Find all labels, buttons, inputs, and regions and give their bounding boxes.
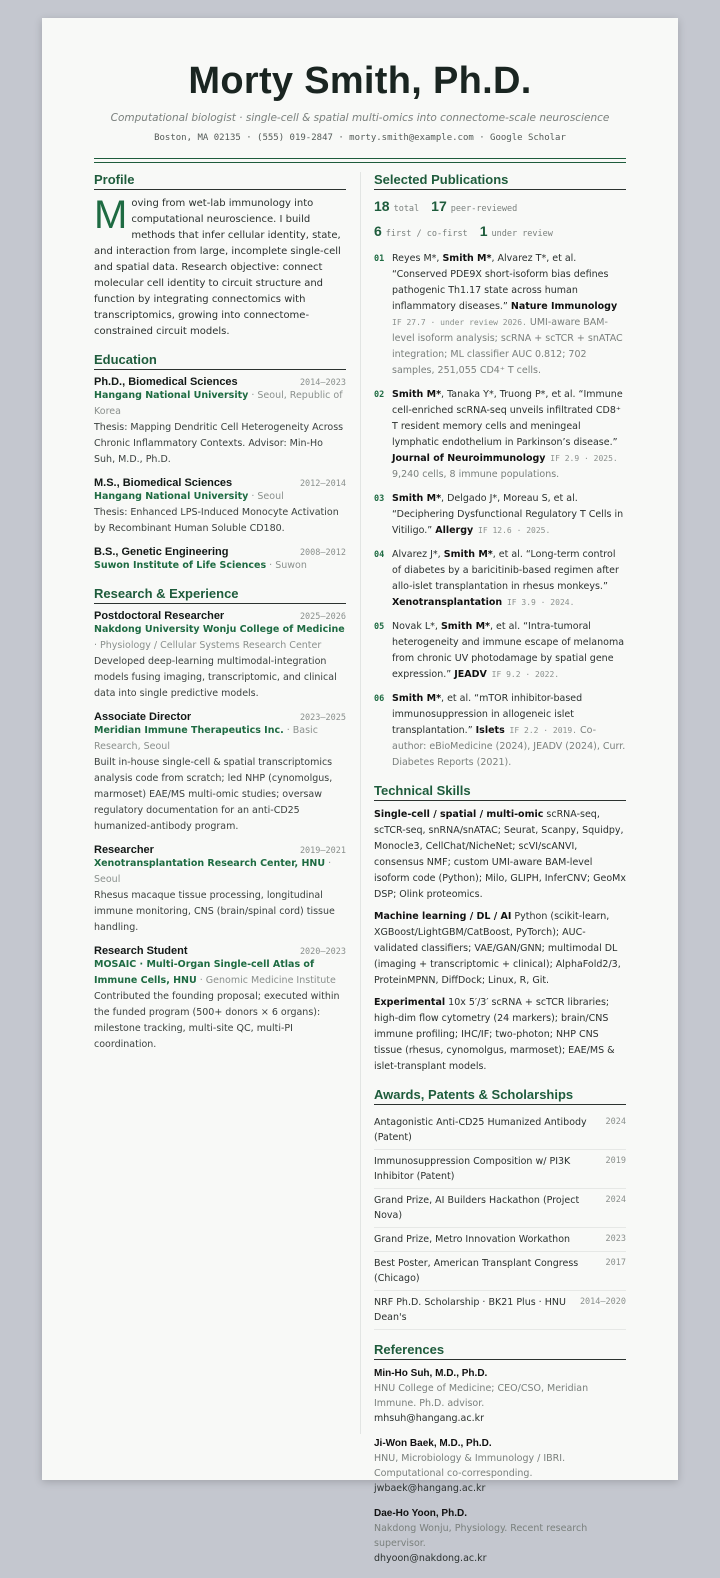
stat-count: 18 [374, 198, 390, 214]
citation-body: , et al. “Intra-tumoral heterogeneity and immune escape of melanoma from chronic UV photodamage by spatial gene expression.” [392, 621, 625, 680]
skill-group [374, 995, 626, 1075]
skill-text: 10x 5′/3′ scRNA + scTCR libraries; high-dim flow cytometry (24 markers); brain/CNS immune profiling; IHC/IF; two-photon; NHP CNS tissue (rhesus, cynomolgus, marmoset); EAE/MS & islet-transplant models. [374, 997, 615, 1072]
publication-citation [392, 491, 626, 539]
award-item [374, 1228, 626, 1252]
publication-list [374, 251, 626, 771]
stat-count: 1 [479, 223, 488, 239]
publication-number: 02 [374, 390, 385, 400]
citation-impact-factor: IF 27.7 · under review 2026. [392, 318, 527, 327]
section-title-education: Education [94, 352, 346, 370]
stat-label: first / co-first [385, 229, 468, 239]
organization-location: · Basic Research, Seoul [94, 725, 318, 752]
citation-journal: Nature Immunology [510, 301, 618, 312]
skill-text: Python (scikit-learn, XGBoost/LightGBM/CatBoost, PyTorch); AUC-validated classifiers; VAE/GAN/GNN; multimodal DL (imaging + transcriptomic + clinical); AlphaFold2/3, ProteinMPNN, DiffDock; Linux, R, Git. [374, 911, 621, 986]
award-year: 2017 [605, 1258, 626, 1268]
publication-stat [374, 221, 468, 240]
right-column [374, 172, 626, 1578]
citation-self-author: Smith M* [392, 389, 442, 400]
entry-date: 2023–2025 [299, 713, 346, 723]
publication-stats [374, 196, 626, 246]
award-name: Antagonistic Anti-CD25 Humanized Antibody (Patent) [374, 1117, 587, 1143]
publication-stat [431, 196, 517, 215]
entry-header [94, 477, 346, 489]
entry-description: Developed deep-learning multimodal-integration models fusing imaging, transcriptomic, and clinical data into single predictive models. [94, 656, 337, 699]
entry-description: Built in-house single-cell & spatial transcriptomics analysis code from scratch; led NHP (cynomolgus, marmoset) EAE/MS multi-omic studies; oversaw regulatory documentation for an anti-CD25 humanized-antibody program. [94, 757, 333, 832]
entry-description: Thesis: Enhanced LPS-Induced Monocyte Activation by Recombinant Human Soluble CD180. [94, 507, 339, 534]
entry-organization [94, 558, 346, 574]
citation-authors-before: Alvarez J*, [392, 549, 444, 560]
section-title-profile: Profile [94, 172, 346, 190]
reference-item [374, 1436, 626, 1496]
citation-body: , et al. “Long-term control of diabetes by a baricitinib-based regimen after allo-islet transplantation in rhesus monkeys.” [392, 549, 619, 592]
entry-date: 2019–2021 [299, 846, 346, 856]
skill-text: scRNA-seq, scTCR-seq, snRNA/snATAC; Seurat, Scanpy, Squidpy, Monocle3, CellChat/NicheNet; scVI/scANVI, consensus NMF; custom UMI-aware BAM-level isoform code (Python); Milo, GLIPH, InferCNV; GeoMx DSP; Olink proteomics. [374, 809, 626, 900]
stat-count: 6 [374, 223, 382, 239]
reference-name: Ji-Won Baek, M.D., Ph.D. [374, 1438, 492, 1449]
organization-name: Xenotransplantation Research Center, HNU [94, 858, 326, 869]
citation-body: , Tanaka Y*, Truong P*, et al. “Immune cell-enriched scRNA-seq unveils infiltrated CD8⁺ T resident memory cells and meningeal lymphatic endothelium in Parkinson’s disease.” [392, 389, 623, 448]
citation-body: , et al. “mTOR inhibitor-based immunosuppression in allogeneic islet transplantation.” [392, 693, 583, 736]
publication-number: 03 [374, 494, 385, 504]
entry-organization [94, 723, 346, 755]
entry-header [94, 711, 346, 723]
awards-section [374, 1087, 626, 1330]
entry-title: Researcher [94, 844, 154, 856]
reference-item [374, 1506, 626, 1566]
entry-title: M.S., Biomedical Sciences [94, 477, 233, 489]
section-title-experience: Research & Experience [94, 586, 346, 604]
citation-impact-factor: IF 2.2 · 2019. [504, 726, 577, 735]
award-name: Best Poster, American Transplant Congress (Chicago) [374, 1258, 579, 1284]
entry-header [94, 945, 346, 957]
reference-name: Dae-Ho Yoon, Ph.D. [374, 1508, 467, 1519]
citation-impact-factor: IF 12.6 · 2025. [473, 526, 551, 535]
organization-location: · Suwon [266, 560, 307, 571]
publication-item [374, 387, 626, 483]
award-item [374, 1291, 626, 1330]
publication-citation [392, 387, 626, 483]
section-title-skills: Technical Skills [374, 783, 626, 801]
education-section [94, 352, 346, 574]
publication-citation [392, 619, 626, 683]
citation-impact-factor: IF 3.9 · 2024. [502, 598, 575, 607]
award-item [374, 1252, 626, 1291]
publication-citation [392, 691, 626, 771]
entry-date: 2008–2012 [299, 548, 346, 558]
left-column [94, 172, 346, 1065]
entry-header [94, 376, 346, 388]
education-entry [94, 477, 346, 537]
organization-location: · Seoul, Republic of Korea [94, 390, 343, 417]
entry-organization [94, 856, 346, 888]
award-year: 2014–2020 [579, 1297, 626, 1307]
publications-section [374, 172, 626, 771]
entry-title: Ph.D., Biomedical Sciences [94, 376, 238, 388]
publication-item [374, 491, 626, 539]
section-title-publications: Selected Publications [374, 172, 626, 190]
citation-impact-factor: IF 9.2 · 2022. [486, 670, 560, 679]
organization-name: Hangang National University [94, 491, 249, 502]
entry-date: 2020–2023 [299, 947, 346, 957]
citation-impact-factor: IF 2.9 · 2025. [545, 454, 618, 463]
organization-location: · Seoul [248, 491, 284, 502]
award-year: 2019 [605, 1156, 626, 1166]
entry-header [94, 610, 346, 622]
reference-description: Nakdong Wonju, Physiology. Recent research supervisor. [374, 1523, 588, 1549]
publication-citation [392, 547, 626, 611]
citation-journal: Islets [475, 725, 505, 736]
publication-number: 06 [374, 694, 385, 704]
tagline: Computational biologist · single-cell & spatial multi-omics into connectome-scale neuroscience [110, 112, 610, 124]
resume-header [42, 18, 678, 143]
organization-name: Suwon Institute of Life Sciences [94, 560, 267, 571]
award-year: 2024 [605, 1195, 626, 1205]
citation-self-author: Smith M* [440, 621, 490, 632]
award-name: NRF Ph.D. Scholarship · BK21 Plus · HNU Dean's [374, 1297, 566, 1323]
reference-email: mhsuh@hangang.ac.kr [374, 1413, 485, 1424]
citation-journal: JEADV [454, 669, 487, 680]
profile-text-block [94, 193, 346, 340]
reference-list [374, 1366, 626, 1566]
entry-title: Research Student [94, 945, 188, 957]
citation-self-author: Smith M* [392, 693, 442, 704]
stat-count: 17 [431, 198, 447, 214]
reference-description: HNU College of Medicine; CEO/CSO, Meridian Immune. Ph.D. advisor. [374, 1383, 589, 1409]
skill-label: Machine learning / DL / AI [374, 911, 512, 922]
section-title-references: References [374, 1342, 626, 1360]
reference-email: dhyoon@nakdong.ac.kr [374, 1553, 487, 1564]
education-list [94, 376, 346, 574]
skills-section [374, 783, 626, 1075]
award-year: 2023 [605, 1234, 626, 1244]
entry-organization [94, 957, 346, 989]
publication-citation [392, 251, 626, 379]
entry-header [94, 546, 346, 558]
citation-body: , Alvarez T*, et al. “Conserved PDE9X short-isoform bias defines pathogenic Th1.17 state across human inflammatory diseases.” [392, 253, 609, 312]
award-list [374, 1111, 626, 1330]
award-name: Grand Prize, Metro Innovation Workathon [374, 1234, 571, 1245]
education-entry [94, 546, 346, 574]
resume-page [42, 18, 678, 1564]
publication-item [374, 619, 626, 683]
publication-stat [374, 196, 419, 215]
publication-number: 05 [374, 622, 385, 632]
experience-entry [94, 844, 346, 936]
experience-list [94, 610, 346, 1053]
citation-journal: Allergy [435, 525, 474, 536]
reference-email: jwbaek@hangang.ac.kr [374, 1483, 486, 1494]
skill-label: Experimental [374, 997, 446, 1008]
award-item [374, 1189, 626, 1228]
award-name: Grand Prize, AI Builders Hackathon (Project Nova) [374, 1195, 580, 1221]
entry-organization [94, 388, 346, 420]
experience-entry [94, 610, 346, 702]
stat-label: peer-reviewed [450, 204, 518, 214]
column-divider [360, 172, 361, 1434]
experience-entry [94, 711, 346, 835]
organization-name: MOSAIC · Multi-Organ Single-cell Atlas of Immune Cells, HNU [94, 959, 315, 986]
organization-name: Nakdong University Wonju College of Medicine [94, 624, 345, 635]
publication-number: 04 [374, 550, 385, 560]
experience-entry [94, 945, 346, 1053]
entry-description: Thesis: Mapping Dendritic Cell Heterogeneity Across Chronic Inflammatory Contexts. Advisor: Min-Ho Suh, M.D., Ph.D. [94, 422, 344, 465]
citation-authors-before: Novak L*, [392, 621, 441, 632]
citation-note: UMI-aware BAM-level isoform analysis; scRNA + scTCR + snATAC integration; ML classifier AUC 0.812; 702 samples, 251,055 CD4⁺ T cells. [392, 317, 623, 376]
citation-self-author: Smith M* [442, 253, 492, 264]
reference-name: Min-Ho Suh, M.D., Ph.D. [374, 1368, 488, 1379]
entry-title: Postdoctoral Researcher [94, 610, 225, 622]
stat-label: under review [491, 229, 553, 239]
citation-note: Co-author: eBioMedicine (2024), JEADV (2024), Curr. Diabetes Reports (2021). [392, 725, 626, 768]
reference-description: HNU, Microbiology & Immunology / IBRI. Computational co-corresponding. [374, 1453, 566, 1479]
publication-number: 01 [374, 254, 385, 264]
citation-note: 9,240 cells, 8 immune populations. [392, 469, 560, 480]
award-item [374, 1150, 626, 1189]
references-section [374, 1342, 626, 1566]
award-item [374, 1111, 626, 1150]
citation-journal: Xenotransplantation [392, 597, 503, 608]
publication-item [374, 251, 626, 379]
entry-description: Rhesus macaque tissue processing, longitudinal immune monitoring, CNS (brain/spinal cord) tissue handling. [94, 890, 335, 933]
citation-body: , Delgado J*, Moreau S, et al. “Deciphering Dysfunctional Regulatory T Cells in Vitiligo.” [392, 493, 624, 536]
stat-label: total [393, 204, 420, 214]
entry-description: Contributed the founding proposal; executed within the funded program (500+ donors × 6 organs): milestone tracking, multi-site QC, multi-PI coordination. [94, 991, 340, 1050]
contact-line: Boston, MA 02135 · (555) 019-2847 · morty.smith@example.com · Google Scholar [154, 133, 566, 143]
skill-group [374, 807, 626, 903]
entry-date: 2012–2014 [299, 479, 346, 489]
header-divider [94, 158, 626, 163]
organization-location: · Genomic Medicine Institute [196, 975, 336, 986]
profile-section [94, 172, 346, 340]
entry-date: 2025–2026 [299, 612, 346, 622]
publication-stat [480, 221, 553, 240]
skill-list [374, 807, 626, 1075]
organization-name: Meridian Immune Therapeutics Inc. [94, 725, 284, 736]
skill-label: Single-cell / spatial / multi-omic [374, 809, 544, 820]
publication-item [374, 691, 626, 771]
entry-title: B.S., Genetic Engineering [94, 546, 229, 558]
citation-authors-before: Reyes M*, [392, 253, 443, 264]
entry-organization [94, 622, 346, 654]
entry-date: 2014–2023 [299, 378, 346, 388]
education-entry [94, 376, 346, 468]
citation-self-author: Smith M* [443, 549, 493, 560]
award-name: Immunosuppression Composition w/ PI3K Inhibitor (Patent) [374, 1156, 571, 1182]
experience-section [94, 586, 346, 1053]
entry-header [94, 844, 346, 856]
section-title-awards: Awards, Patents & Scholarships [374, 1087, 626, 1105]
publication-item [374, 547, 626, 611]
award-year: 2024 [605, 1117, 626, 1127]
citation-journal: Journal of Neuroimmunology [392, 453, 546, 464]
organization-location: · Physiology / Cellular Systems Research Center [94, 640, 322, 651]
organization-name: Hangang National University [94, 390, 249, 401]
profile-text: oving from wet-lab immunology into computational neuroscience. I build methods that infer cellular identity, state, and interaction from large, incomplete single-cell and spatial data. Research objective: connect molecular cell identity to circuit structure and function by integrating connectomics with transcriptomics, growing into connectome-constrained circuit models. [94, 198, 341, 337]
skill-group [374, 909, 626, 989]
entry-title: Associate Director [94, 711, 192, 723]
reference-item [374, 1366, 626, 1426]
candidate-name: Morty Smith, Ph.D. [188, 60, 532, 102]
organization-location: · Seoul [94, 858, 332, 885]
citation-self-author: Smith M* [392, 493, 442, 504]
profile-dropcap: M [94, 193, 128, 237]
entry-organization [94, 489, 346, 505]
